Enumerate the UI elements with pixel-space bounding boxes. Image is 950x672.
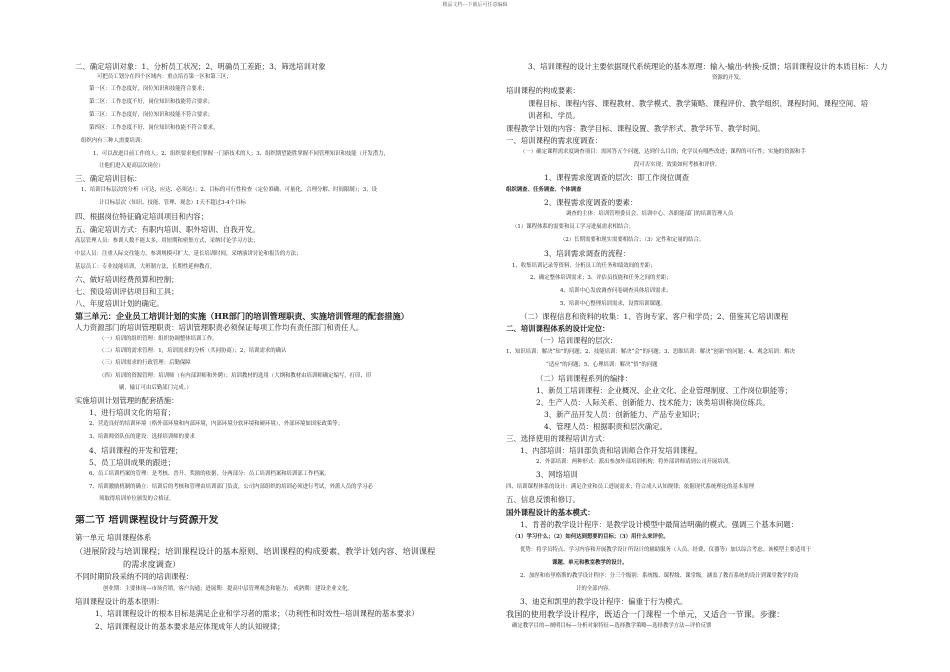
text-line: 五、确定培训方式：有职内培训、职外培训、自我开发。 [75,225,260,234]
text-line: 1、新员工培训课程：企业概况、企业文化、企业管理制度、工作岗位职能等； [536,386,792,395]
text-line: 3、新产品开发人员：创新能力、产品专业知识； [544,410,704,419]
text-line: 我国的使用教学设计程序，既适合一门课程一个单元，又适合一节课。步骤： [506,609,785,619]
text-line: 让他们进入更高层次岗位） [99,163,164,169]
page-header: 精品文档---下载后可任意编辑 [442,2,508,8]
text-line: 组织调查、任务调查、个体调查 [506,187,582,193]
text-line: 创业期：主要体现—市场营销，客户沟通；进展期：提高中层管理观念和能力； 成熟期：建设企业文化。 [103,586,353,592]
text-line: 实施培训计划管理的配套措施： [75,396,179,405]
text-line: 5、员工培训成果的跟进； [89,458,176,467]
text-line: 第二区：工作态度不好，岗位知识和技能符合要求； [89,99,213,105]
text-line: 1、内部培训：培训部负责和培训师合作开发培训课程。 [520,446,703,455]
text-line: 1、知识培训：解决“知”的问题；2、技能培训：解决“会”的问题；3、思维培训：解决“创新”的问题；4、观念培训：解决 [506,349,796,355]
text-line: 1、收集培训记录等资料，分析员工的任务和绩效间的差距； [512,263,656,269]
text-line: 2、外部培训：两种形式：派出参加外部培训机构；将外部讲师请到公司开展培训。 [536,459,734,465]
text-line: 三、确定培训目标： [75,174,142,183]
text-line: “适应”的问题；5、心理培训：解决“悟”的问题 [546,362,658,368]
text-line: （2）长期需要和现实需要相结合；（3）定性和定量的结合。 [560,237,705,243]
text-line: 1、培训目标层次的分析（可达、应达、必须达）；2、目标的可行性检查（定位准确、可量化、合理分解、时间限制）；3、设 [81,187,377,193]
text-line: 资源的开发。 [712,75,745,81]
text-line: 须取得培训单位颁发的合格证。 [99,496,175,502]
text-line: 高层管理人员：参训人数不能太多，用短期和密集方式，采纳讨论学习方法； [75,238,259,244]
text-line: 第一区：工作态度好，岗位知识和技能符合要求； [89,86,208,92]
text-line: 课程教学计划的内容：教学目标、课程设置、教学形式、教学环节、教学时间。 [506,124,765,133]
text-line: 3、培训师资队伍的建设：选择培训师的要求 [89,434,195,440]
text-line: 优势：将学员特点、学习内容和开展教学设计所设计的辅助服务（人员、经费、仪器等）加以综合考虑。该模型主要适用于 [520,547,812,553]
text-line: （进展阶段与培训课程；培训课程设计的基本原则、培训课程的构成要素、教学计划内容、培训课程 [75,546,436,556]
text-line: 调查的主体：培训管理委员会、培训中心、各职能部门的培训管理人员 [566,211,734,217]
text-line: 课题、单元和教室教学的设计。 [552,560,628,566]
text-line: 3、迪克和凯里的教学设计程序：偏重于行为模式。 [520,597,688,606]
text-line: 1、课程需求度调查的层次：即工作岗位调查 [544,173,690,182]
text-line: （二）培训课程系列的编排： [536,374,633,383]
text-line: 第四区：工作态度不好，岗位知识和技能不符合要求。 [89,125,219,131]
text-line: （1）课程体系的需要和员工学习进展需求相结合； [512,224,635,230]
text-line: 六、做好培训经费预算和控制； [75,275,179,284]
text-line: 人力资源部门的培训管理职责：培训管理职责必须保证每项工作均有责任部门和责任人。 [75,323,364,332]
text-line: （1）学习什么；（2）如何达到想要的目标；（3）用什么来评价。 [512,534,669,540]
text-line: 二、确定培训对象：1、分析员工状况；2、明确员工差距；3、筛选培训对象 [75,62,326,71]
text-line: 可把员工划分在四个区域内：重点培育第一区和第三区； [97,74,232,80]
text-line: 3、培训课程的设计主要依据现代系统理论的基本原理：输入-输出-转换-反馈；培训课程设计的本质目标：人力 [528,62,888,71]
text-line: 2、培训课程设计的基本要求是应体现成年人的认知规律； [95,622,285,631]
text-line: 训者和、学员。 [528,111,580,120]
text-line: 组织内有三种人需要培训： [81,138,146,144]
text-line: 6、员工培训档案的管理：是考核、晋升、奖励的依据，分两部分：员工培训档案和培训部工作档案。 [89,471,330,477]
text-line: （四）培训的资源管理：培训师（有内部讲师和外聘）；培训教材的选用（大纲和教材由培训师确定编写，打印、印 [99,373,372,379]
text-line: 3、培训需求调查的流程： [544,249,631,258]
text-line: 2、生产人员：人际关系、创新能力、技术能力；该类培训称岗位练兵。 [536,398,770,407]
text-line: 八、年度培训计划的确定。 [75,299,164,308]
text-line: 2、加涅和布里格斯的教学设计程序：分三个级别：系统级、课程级、课堂级。涵盖了教育系统的设计到课堂教学的设 [520,573,799,579]
text-line: 2、确定整体培训需求；3、评估员技能和任务之间的差距； [530,275,672,281]
text-line: 基层员工：专业技能培训，大班制方法，长期性延伸教育。 [75,264,216,270]
text-line: 培训课程的构成要素： [506,86,580,95]
text-line: （二）培训的需求管理：1，培训需求的分析（共同协商）；2，培训需求的确认 [99,348,287,354]
text-line: 三、选择使用的课程培训方式： [506,434,610,443]
text-line: 二、培训课程体系的设计定位： [506,324,610,333]
text-line: 不同时期阶段采纳不同的培训课程： [75,572,194,581]
text-line: （一）培训的组织管理：组织协调整体培训工作。 [99,336,218,342]
text-line: （一）确定课程需求度调查项目：需回答五个问题，达到什么目的；化学员有哪些改进；课程的可行性；实施的资源和手 [520,149,806,155]
text-line: 3、网络培训 [536,470,578,479]
text-line: 刷，输订可由后勤部门完成。） [119,385,192,391]
text-line: （二）课程信息和资料的收集：1、咨询专家、客户和学员；2、借鉴其它培训课程 [520,312,789,321]
text-line: 计的全部内容。 [576,586,614,592]
text-line: 7、培训激励机制的确立：培训后的考核和管理由培训部门负责，公司内部组织的培训必须进行考试，外派人员的学习必 [89,484,373,490]
text-line: 1、进行培训文化的培育； [89,408,176,417]
text-line: 国外课程设计的基本模式： [506,508,595,517]
text-line: 1、肯普的教学设计程序：是教学设计模型中最简洁明确的模式。强调三个基本问题： [520,520,799,529]
text-line: 1、可以改进目前工作的人；2、组织要求他们掌握一门新技术的人；3、组织期望能胜掌握不同管理知识和技能（开发潜力， [93,151,389,157]
text-line: 2、课程需求度调查的要素： [544,198,638,207]
text-line: 计目标层次（知识、技能、管理、观念）1天不超过3-4个目标 [99,200,246,206]
text-line: 四、根据岗位特征确定培训项目和内容； [75,212,209,221]
text-line: 中层人员：注重人际交往能力，参训规模可扩大，延长培训时间，采纳演讲讨论和报告的方法； [75,251,302,257]
text-line: 一、培训课程的需求度调查： [506,136,603,145]
text-line: 5、培训中心整理培训需求，设置培训课题。 [560,301,666,307]
text-line: 1、培训课程设计的根本目标是满足企业和学习者的需求；（功利性和时效性--培训课程的基本要求） [95,609,419,618]
text-line: 2、营造良好的培训环境（格外部环境和内部环境，内部环境分软环境和硬环境），外部环境如国家政策等； [89,421,344,427]
text-line: 第一单元 培训课程体系 [75,533,152,542]
text-line: 培训课程设计的基本原则： [75,597,164,606]
text-line: 七、预设培训评估项目和工具； [75,287,179,296]
text-line: （一）培训课程的层次： [536,336,618,345]
text-line: （三）培训需求的行政管理：后勤保障 [99,360,191,366]
text-line: 4、培训中心发放调查问卷调查具体培训需求； [560,288,672,294]
text-line: 第三单元：企业员工培训计划的实施（HR部门的培训管理职责、实施培训管理的配套措施） [75,311,409,321]
text-line: 4、管理人员：根据职责和层次确定。 [544,422,667,431]
text-line: 四、培训课程体系的设计：满足企业和员工进展需求；符合成人认知规律；依据现代系统理论的基本原理 [506,484,754,490]
text-line: 段可否实现；效果如何考核和评价。 [634,162,721,168]
text-line: 第二节 培训课程设计与资源开发 [75,515,219,526]
text-line: 确定教学目的—阐明目标—分析对象特征—选择教学策略—选择教学方法—评价反馈 [512,623,712,629]
text-line: 4、培训课程的开发和管理； [89,446,183,455]
text-line: 五、信息反馈和修订。 [506,495,580,504]
text-line: 课程目标、课程内容、课程教材、教学模式、教学策略、课程评价、教学组织、课程时间、课程空间、培 [528,99,868,108]
text-line: 第三区：工作态度好，岗位知识和技能不符合要求； [89,112,213,118]
text-line: 的需求度调查） [123,559,181,569]
